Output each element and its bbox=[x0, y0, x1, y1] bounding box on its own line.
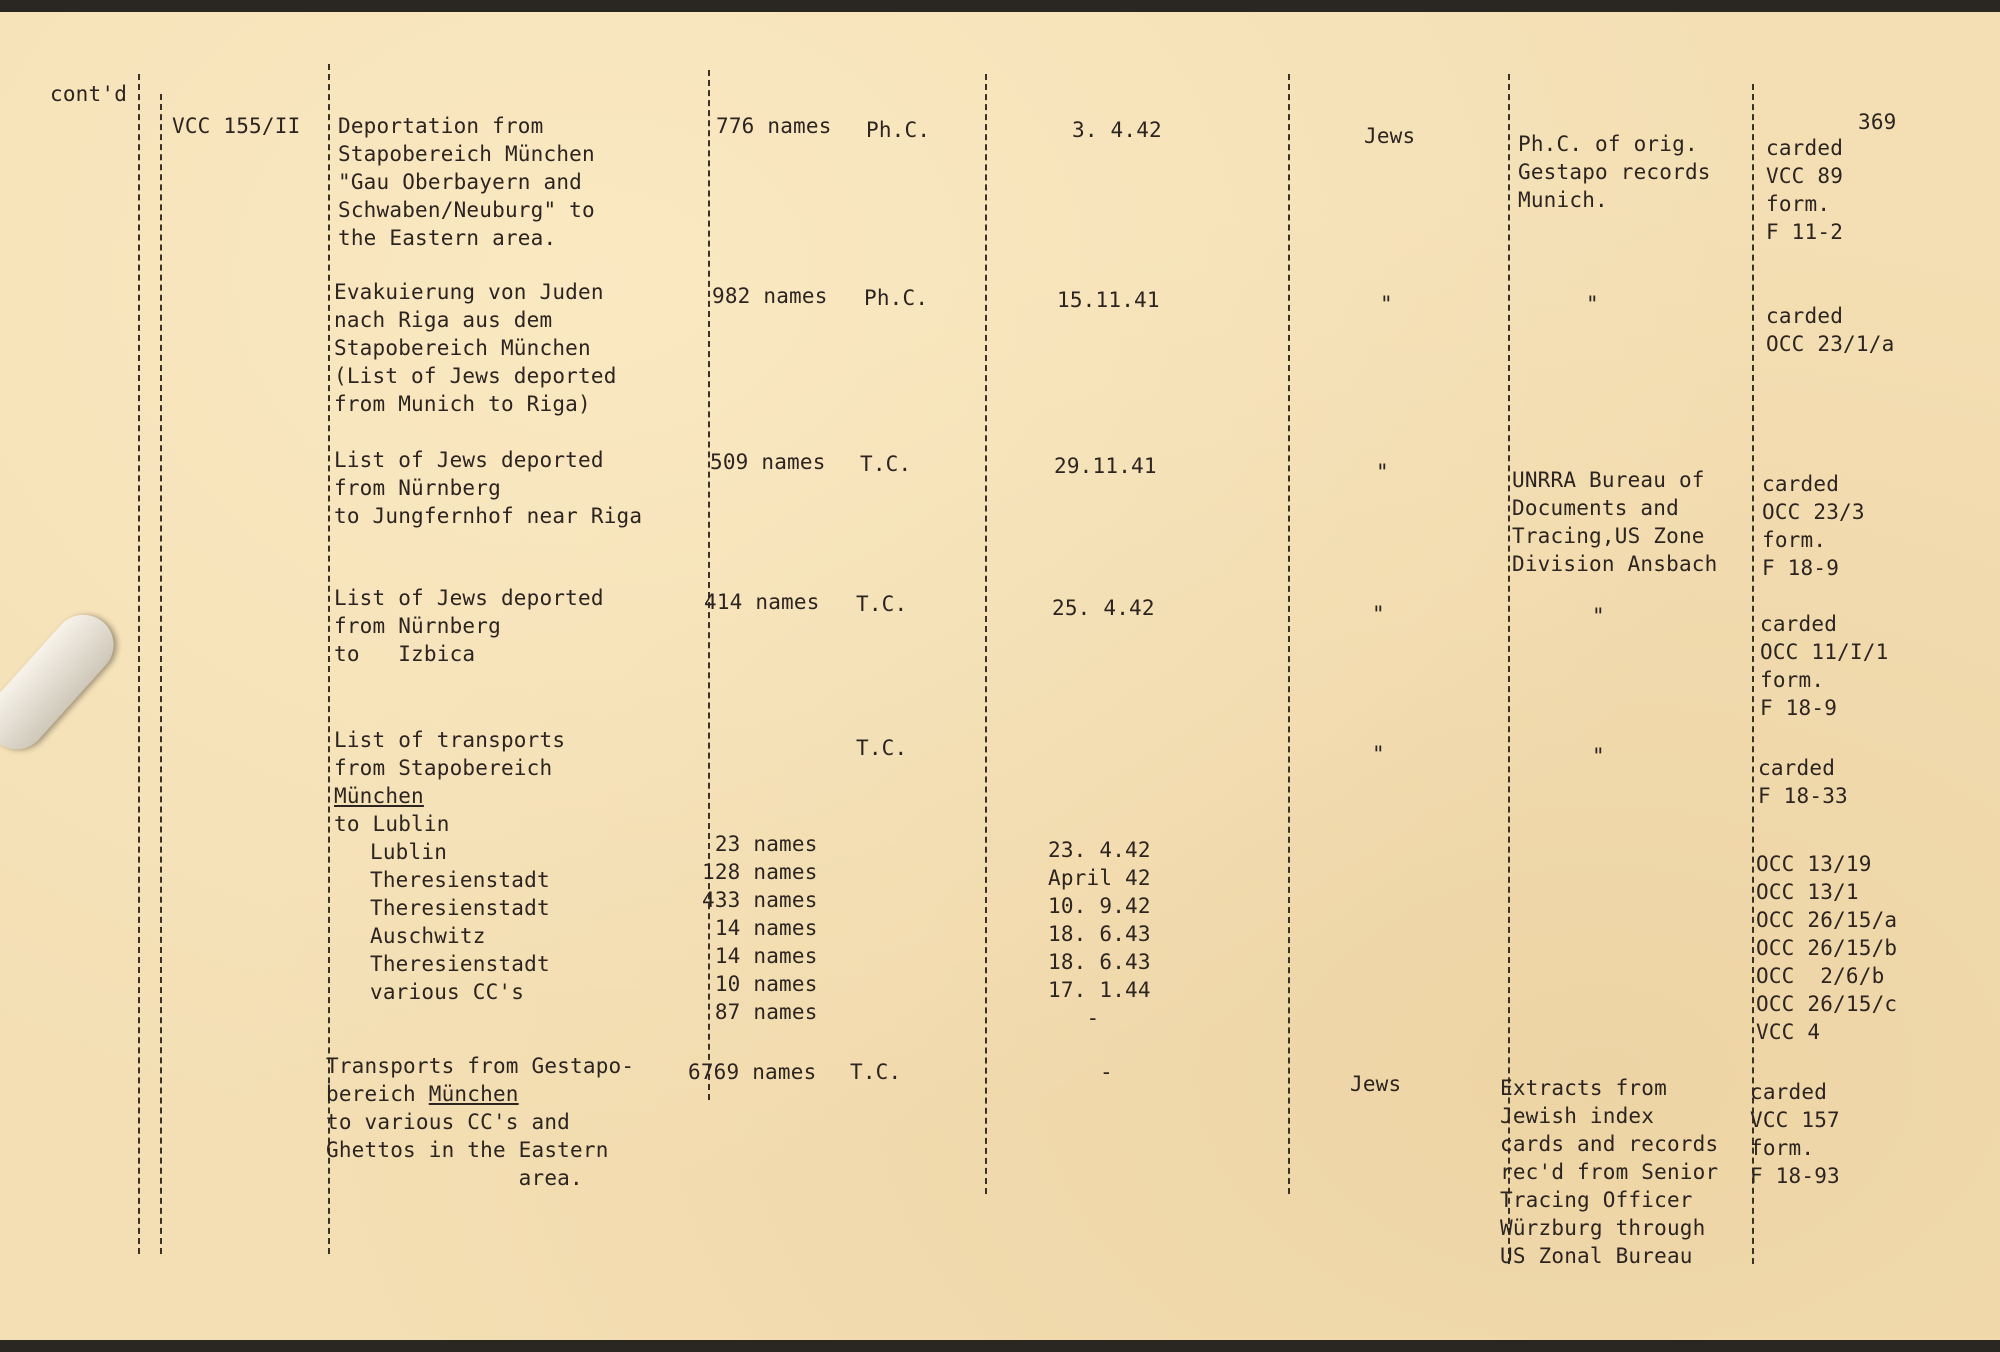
entry-1-count: 776 names bbox=[716, 114, 832, 138]
entry-4-count: 414 names bbox=[704, 590, 820, 614]
entry-5-filed: carded F 18-33 bbox=[1758, 756, 1848, 808]
column-rule bbox=[138, 74, 140, 1254]
entry-5-sub-dates: 23. 4.42 April 42 10. 9.42 18. 6.43 18. 6.43 17. 1.44 - bbox=[1048, 838, 1151, 1030]
contd-label: cont'd bbox=[50, 82, 128, 106]
entry-2-source: Ph.C. bbox=[864, 286, 929, 310]
column-rule bbox=[1288, 74, 1290, 1194]
entry-5-title: List of transports from Stapobereich München to Lublin bbox=[334, 728, 566, 836]
entry-4-title: List of Jews deported from Nürnberg to Izbica bbox=[334, 586, 604, 666]
entry-4-filed: carded OCC 11/I/1 form. F 18-9 bbox=[1760, 612, 1889, 720]
entry-1-category: Jews bbox=[1364, 124, 1416, 148]
entry-4-source: T.C. bbox=[856, 592, 908, 616]
entry-5-category: " bbox=[1372, 742, 1385, 766]
entry-2-count: 982 names bbox=[712, 284, 828, 308]
entry-3-origin: UNRRA Bureau of Documents and Tracing,US Zone Division Ansbach bbox=[1512, 468, 1718, 576]
entry-3-date: 29.11.41 bbox=[1054, 454, 1157, 478]
entry-3-category: " bbox=[1376, 460, 1389, 484]
entry-3-count: 509 names bbox=[710, 450, 826, 474]
entry-4-origin: " bbox=[1592, 604, 1605, 628]
column-rule bbox=[985, 74, 987, 1194]
paper-clip bbox=[0, 602, 126, 761]
entry-1-title: Deportation from Stapobereich München "Gau Oberbayern and Schwaben/Neuburg" to the Eastern area. bbox=[338, 114, 595, 250]
entry-6-count: 6769 names bbox=[688, 1060, 817, 1084]
entry-2-date: 15.11.41 bbox=[1057, 288, 1160, 312]
entry-1-origin: Ph.C. of orig. Gestapo records Munich. bbox=[1518, 132, 1711, 212]
entry-4-date: 25. 4.42 bbox=[1052, 596, 1155, 620]
entry-6-origin: Extracts from Jewish index cards and records rec'd from Senior Tracing Officer Würzburg through US Zonal Bureau bbox=[1500, 1076, 1719, 1268]
page-number: 369 bbox=[1858, 110, 1897, 134]
entry-4-category: " bbox=[1372, 602, 1385, 626]
entry-6-date: - bbox=[1100, 1060, 1113, 1084]
entry-5-sub-files: OCC 13/19 OCC 13/1 OCC 26/15/a OCC 26/15/b OCC 2/6/b OCC 26/15/c VCC 4 bbox=[1756, 852, 1898, 1044]
entry-5-origin: " bbox=[1592, 744, 1605, 768]
entry-5-source: T.C. bbox=[856, 736, 908, 760]
entry-2-title: Evakuierung von Juden nach Riga aus dem Stapobereich München (List of Jews deported from Munich to Riga) bbox=[334, 280, 617, 416]
column-rule bbox=[160, 94, 162, 1254]
entry-2-filed: carded OCC 23/1/a bbox=[1766, 304, 1895, 356]
entry-3-title: List of Jews deported from Nürnberg to Jungfernhof near Riga bbox=[334, 448, 643, 528]
entry-2-category: " bbox=[1380, 292, 1393, 316]
entry-1-date: 3. 4.42 bbox=[1072, 118, 1162, 142]
entry-1-source: Ph.C. bbox=[866, 118, 931, 142]
entry-6-category: Jews bbox=[1350, 1072, 1402, 1096]
index-card bbox=[0, 12, 2000, 1340]
entry-5-sub-counts: 23 names 128 names 433 names 14 names 14 names 10 names 87 names bbox=[702, 832, 818, 1024]
entry-6-filed: carded VCC 157 form. F 18-93 bbox=[1750, 1080, 1840, 1188]
entry-3-source: T.C. bbox=[860, 452, 912, 476]
entry-3-filed: carded OCC 23/3 form. F 18-9 bbox=[1762, 472, 1865, 580]
entry-5-destinations: Lublin Theresienstadt Theresienstadt Auschwitz Theresienstadt various CC's bbox=[370, 840, 550, 1004]
entry-6-source: T.C. bbox=[850, 1060, 902, 1084]
reference-number: VCC 155/II bbox=[172, 114, 301, 138]
entry-6-title: Transports from Gestapo- bereich München to various CC's and Ghettos in the Eastern area. bbox=[326, 1054, 635, 1190]
entry-2-origin: " bbox=[1586, 292, 1599, 316]
entry-1-filed: carded VCC 89 form. F 11-2 bbox=[1766, 136, 1844, 244]
